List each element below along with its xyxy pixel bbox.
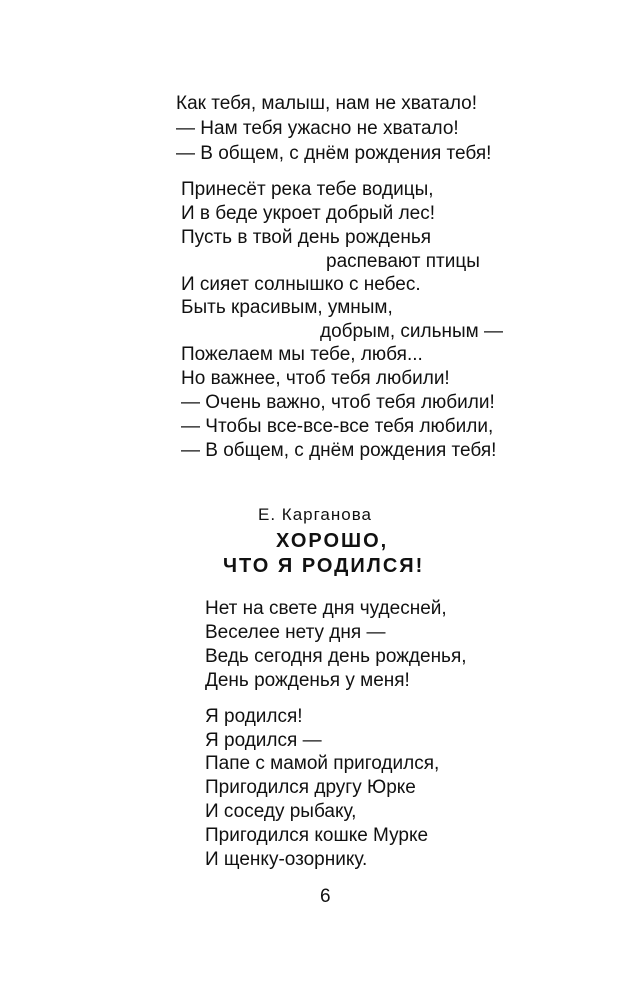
- poem-line: И сияет солнышко с небес.: [181, 274, 421, 295]
- poem-line: — В общем, с днём рождения тебя!: [181, 440, 497, 461]
- poem-line: Быть красивым, умным,: [181, 297, 393, 318]
- poem-line: И щенку-озорнику.: [205, 849, 368, 870]
- poem-line: Я родился —: [205, 730, 322, 751]
- page-number: 6: [320, 886, 331, 907]
- poem-title-line2: ЧТО Я РОДИЛСЯ!: [223, 555, 425, 577]
- poem-line: Веселее нету дня —: [205, 622, 386, 643]
- poem-line: Ведь сегодня день рожденья,: [205, 646, 467, 667]
- poem-line: И в беде укроет добрый лес!: [181, 203, 436, 224]
- poem-line: Я родился!: [205, 706, 303, 727]
- poem-line: Папе с мамой пригодился,: [205, 753, 440, 774]
- poem-line: Принесёт река тебе водицы,: [181, 179, 434, 200]
- poem-line: добрым, сильным —: [320, 321, 503, 342]
- poem-line: Пожелаем мы тебе, любя...: [181, 344, 423, 365]
- poem-line: День рожденья у меня!: [205, 670, 410, 691]
- poem-line: Пусть в твой день рожденья: [181, 227, 432, 248]
- poem-line: — Очень важно, чтоб тебя любили!: [181, 392, 495, 413]
- poem-line: распевают птицы: [326, 251, 480, 272]
- poem-line: Нет на свете дня чудесней,: [205, 598, 447, 619]
- poem-title-line1: ХОРОШО,: [276, 530, 389, 552]
- poem-line: — В общем, с днём рождения тебя!: [176, 143, 492, 164]
- poem-line: Как тебя, малыш, нам не хватало!: [176, 93, 478, 114]
- poem-author: Е. Карганова: [258, 505, 373, 524]
- poem-line: — Чтобы все-все-все тебя любили,: [181, 416, 494, 437]
- poem-line: — Нам тебя ужасно не хватало!: [176, 118, 459, 139]
- poem-line: Пригодился кошке Мурке: [205, 825, 429, 846]
- poem-line: Пригодился другу Юрке: [205, 777, 416, 798]
- poem-line: Но важнее, чтоб тебя любили!: [181, 368, 450, 389]
- poem-line: И соседу рыбаку,: [205, 801, 357, 822]
